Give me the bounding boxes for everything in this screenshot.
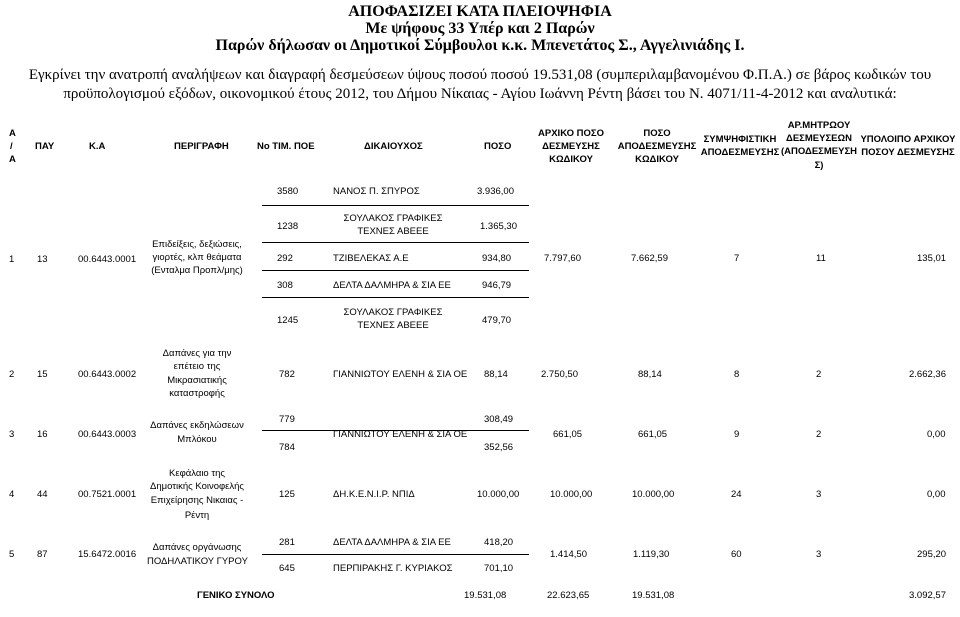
col-aa-1: Α [9, 128, 16, 139]
row-pay: 44 [37, 489, 48, 500]
row-sympsif: 7 [734, 253, 740, 264]
row-pay: 16 [37, 429, 48, 440]
row-ypoloipo: 295,20 [917, 549, 947, 560]
row-ka: 00.7521.0001 [78, 489, 137, 500]
row-arxiko: 10.000,00 [550, 489, 593, 500]
col-mitroou-1: ΑΡ.ΜΗΤΡΩΟΥ [787, 120, 851, 131]
row-beneficiary: ΔΕΛΤΑ ΔΑΛΜΗΡΑ & ΣΙΑ ΕΕ [333, 280, 451, 291]
row-poso: 1.365,30 [480, 221, 517, 232]
row-sympsif: 60 [731, 549, 742, 560]
col-arxiko-2: ΔΕΣΜΕΥΣΗΣ [542, 141, 600, 152]
totals-label: ΓΕΝΙΚΟ ΣΥΝΟΛΟ [197, 590, 275, 601]
row-desc-line: Μπλόκου [177, 434, 217, 445]
row-aa: 1 [9, 254, 15, 265]
decision-title: ΑΠΟΦΑΣΙΖΕΙ ΚΑΤΑ ΠΛΕΙΟΨΗΦΙΑ [348, 3, 612, 20]
row-desc-line: γιορτές, κλπ θεάματα [152, 252, 242, 263]
row-desc-line: Δαπάνες οργάνωσης [152, 542, 242, 553]
col-arxiko-1: ΑΡΧΙΚΟ ΠΟΣΟ [538, 128, 604, 139]
row-poso: 479,70 [482, 315, 512, 326]
row-beneficiary: ΠΕΡΠΙΡΑΚΗΣ Γ. ΚΥΡΙΑΚΟΣ [333, 563, 453, 574]
row-sympsif: 8 [734, 369, 740, 380]
totals-apodesm: 19.531,08 [632, 590, 675, 601]
row-beneficiary: ΣΟΥΛΑΚΟΣ ΓΡΑΦΙΚΕΣ ΤΕΧΝΕΣ ΑΒΕΕΕ [343, 307, 443, 331]
row-poso: 308,49 [484, 414, 514, 425]
row-aa: 5 [9, 549, 15, 560]
row-apodesm: 7.662,59 [631, 253, 668, 264]
row-tim-no: 782 [279, 369, 295, 380]
row-poso: 352,56 [484, 442, 514, 453]
row-mitroou: 2 [816, 369, 822, 380]
row-pay: 13 [37, 254, 48, 265]
row-desc-line: Επιδείξεις, δεξιώσεις, [152, 239, 242, 250]
intro-line-1: Εγκρίνει την ανατροπή αναλήψεων και διαγραφή δεσμεύσεων ύψους ποσού ποσού 19.531,08 (συμπεριλαμβανομένου Φ.Π.Α.) σε βάρος κωδικών του [28, 67, 932, 83]
col-mitroou-2: ΔΕΣΜΕΥΣΕΩΝ [786, 133, 852, 144]
row-desc-line: Δαπάνες εκδηλώσεων [150, 420, 244, 431]
row-apodesm: 10.000,00 [632, 489, 675, 500]
row-beneficiary: ΔΕΛΤΑ ΔΑΛΜΗΡΑ & ΣΙΑ ΕΕ [333, 537, 451, 548]
row-apodesm: 1.119,30 [633, 549, 670, 560]
row-tim-no: 645 [279, 563, 295, 574]
row-arxiko: 2.750,50 [541, 369, 578, 380]
row-desc-line: Ρέντη [184, 510, 210, 521]
row-tim-no: 125 [279, 489, 295, 500]
row-poso: 934,80 [482, 253, 512, 264]
col-aa-2: / [10, 141, 13, 152]
row-ka: 00.6443.0003 [78, 429, 137, 440]
row-tim-no: 308 [277, 280, 293, 291]
row-beneficiary: ΔΗ.Κ.Ε.Ν.Ι.Ρ. ΝΠΙΔ [333, 489, 415, 500]
row-ypoloipo: 135,01 [917, 253, 947, 264]
row-poso: 418,20 [484, 537, 514, 548]
row-beneficiary: ΓΙΑΝΝΙΩΤΟΥ ΕΛΕΝΗ & ΣΙΑ ΟΕ [333, 429, 468, 440]
col-ypoloipo-1: ΥΠΟΛΟΙΠΟ ΑΡΧΙΚΟΥ [860, 134, 956, 145]
divider [262, 554, 529, 555]
row-ka: 15.6472.0016 [78, 549, 137, 560]
divider [262, 430, 529, 431]
row-apodesm: 88,14 [638, 369, 662, 380]
row-arxiko: 1.414,50 [550, 549, 587, 560]
row-desc-line: Κεφάλαιο της [169, 468, 225, 479]
row-desc-line: (Ενταλμα Προπλ/μης) [151, 265, 243, 276]
row-mitroou: 3 [816, 489, 822, 500]
row-desc-line: Μικρασιατικής [167, 375, 227, 386]
col-no-tim: Νο ΤΙΜ. ΠΟΕ [257, 141, 315, 152]
totals-poso: 19.531,08 [464, 590, 507, 601]
row-arxiko: 661,05 [553, 429, 583, 440]
col-sympsif-1: ΣΥΜΨΗΦΙΣΤΙΚΗ [703, 134, 777, 145]
row-desc-line: επέτειο της [173, 361, 221, 372]
present-members: Παρών δήλωσαν οι Δημοτικοί Σύμβουλοι κ.κ. Μπενετάτος Σ., Αγγελινιάδης Ι. [215, 37, 745, 54]
col-sympsif-2: ΑΠΟΔΕΣΜΕΥΣΗΣ [700, 147, 780, 158]
row-pay: 87 [37, 549, 48, 560]
row-poso: 10.000,00 [477, 489, 520, 500]
row-tim-no: 1238 [277, 221, 299, 232]
intro-line-2: προϋπολογισμού εξόδων, οικονομικού έτους 2012, του Δήμου Νίκαιας - Αγίου Ιωάννη Ρέντη βάσει του Ν. 4071/11-4-2012 και αναλυτικά: [63, 86, 897, 102]
row-pay: 15 [37, 369, 48, 380]
row-poso: 88,14 [484, 369, 508, 380]
col-poso: ΠΟΣΟ [484, 141, 512, 152]
row-arxiko: 7.797,60 [544, 253, 581, 264]
vote-count: Με ψήφους 33 Υπέρ και 2 Παρών [365, 20, 595, 37]
row-ypoloipo: 0,00 [927, 429, 946, 440]
row-mitroou: 2 [816, 429, 822, 440]
row-tim-no: 784 [279, 442, 295, 453]
row-ypoloipo: 0,00 [927, 489, 946, 500]
col-aa-3: Α [9, 154, 16, 165]
row-tim-no: 281 [279, 537, 295, 548]
row-tim-no: 3580 [277, 186, 299, 197]
row-aa: 4 [9, 489, 15, 500]
row-desc-line: ΠΟΔΗΛΑΤΙΚΟΥ ΓΥΡΟΥ [147, 556, 248, 567]
col-apodesm-2: ΑΠΟΔΕΣΜΕΥΣΗΣ [617, 141, 697, 152]
row-tim-no: 779 [279, 414, 295, 425]
col-mitroou-3: (ΑΠΟΔΕΣΜΕΥΣΗ [780, 146, 858, 157]
row-desc-line: καταστροφής [169, 388, 225, 399]
row-sympsif: 24 [731, 489, 742, 500]
col-apodesm-1: ΠΟΣΟ [643, 128, 671, 139]
row-poso: 946,79 [482, 280, 512, 291]
row-beneficiary: ΓΙΑΝΝΙΩΤΟΥ ΕΛΕΝΗ & ΣΙΑ ΟΕ [333, 369, 468, 380]
col-apodesm-3: ΚΩΔΙΚΟΥ [635, 154, 679, 165]
divider [262, 270, 529, 271]
col-pay: ΠΑΥ [35, 141, 55, 152]
row-beneficiary: ΤΖΙΒΕΛΕΚΑΣ Α.Ε [333, 253, 409, 264]
row-aa: 3 [9, 429, 15, 440]
row-beneficiary: ΝΑΝΟΣ Π. ΣΠΥΡΟΣ [333, 186, 420, 197]
row-mitroou: 11 [816, 253, 826, 264]
col-ypoloipo-2: ΠΟΣΟΥ ΔΕΣΜΕΥΣΗΣ [861, 147, 955, 158]
row-beneficiary: ΣΟΥΛΑΚΟΣ ΓΡΑΦΙΚΕΣ ΤΕΧΝΕΣ ΑΒΕΕΕ [343, 213, 443, 237]
row-mitroou: 3 [816, 549, 822, 560]
row-ypoloipo: 2.662,36 [909, 369, 946, 380]
col-ka: Κ.Α [89, 141, 106, 152]
row-ka: 00.6443.0002 [78, 369, 137, 380]
row-poso: 701,10 [484, 563, 514, 574]
row-desc-line: Δημοτικής Κοινοφελής [149, 481, 245, 492]
row-tim-no: 292 [277, 253, 293, 264]
divider [262, 205, 529, 206]
row-desc-line: Επιχείρησης Νικαιας - [150, 495, 244, 506]
divider [262, 242, 529, 243]
totals-arxiko: 22.623,65 [547, 590, 590, 601]
col-mitroou-4: Σ) [814, 160, 824, 171]
row-aa: 2 [9, 369, 15, 380]
col-dikaiouxos: ΔΙΚΑΙΟΥΧΟΣ [364, 141, 423, 152]
divider [262, 297, 529, 298]
row-sympsif: 9 [734, 429, 740, 440]
row-apodesm: 661,05 [638, 429, 668, 440]
row-tim-no: 1245 [277, 315, 299, 326]
row-ka: 00.6443.0001 [78, 254, 137, 265]
row-poso: 3.936,00 [477, 186, 514, 197]
row-desc-line: Δαπάνες για την [162, 348, 232, 359]
col-arxiko-3: ΚΩΔΙΚΟΥ [549, 154, 593, 165]
totals-ypoloipo: 3.092,57 [909, 590, 946, 601]
col-perigrafi: ΠΕΡΙΓΡΑΦΗ [174, 141, 229, 152]
